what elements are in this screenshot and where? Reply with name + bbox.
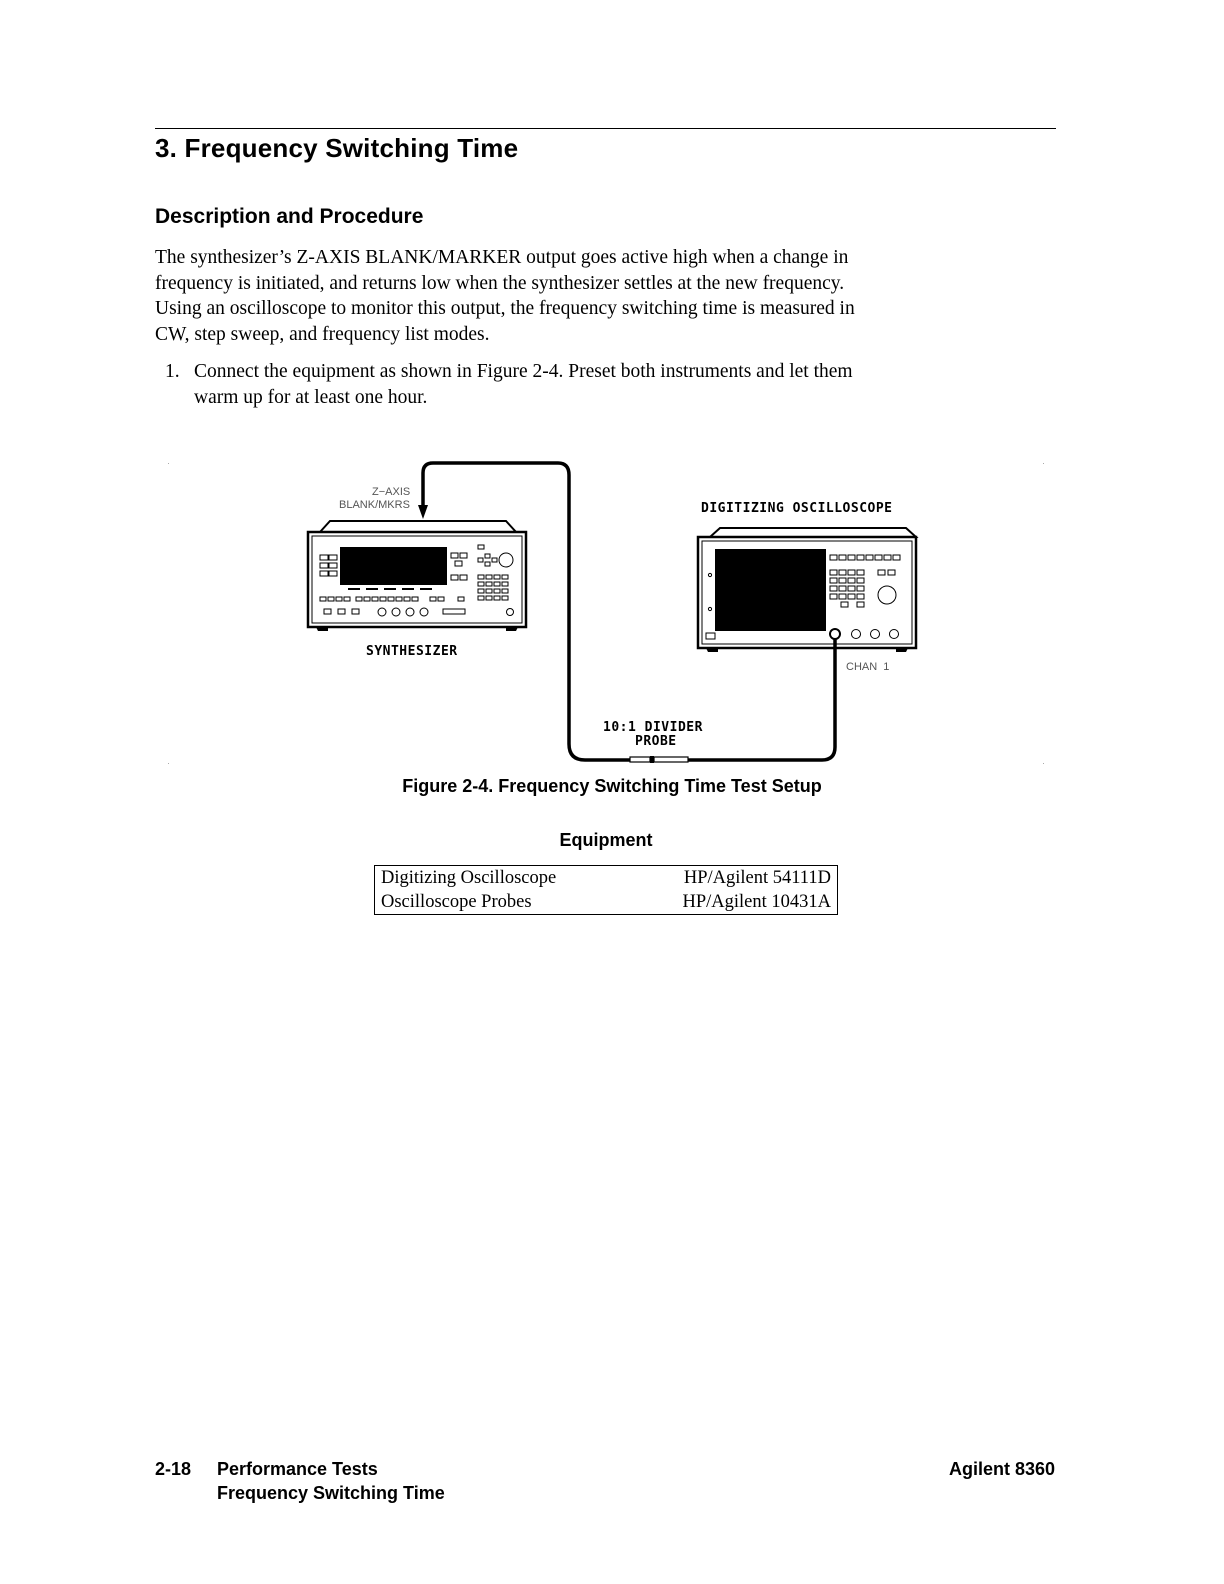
- equipment-model: HP/Agilent 54111D: [683, 868, 831, 888]
- intro-line: CW, step sweep, and frequency list modes.: [155, 323, 490, 345]
- footer-product: Agilent 8360: [948, 1459, 1055, 1479]
- equipment-table: [374, 865, 838, 915]
- equipment-heading: Equipment: [559, 830, 653, 850]
- table-row: [375, 890, 838, 915]
- chan-1-label: CHAN 1: [846, 661, 890, 673]
- probe-label-2: PROBE: [635, 734, 677, 749]
- equipment-item: Oscilloscope Probes: [381, 892, 532, 912]
- subsection-title: Description and Procedure: [155, 205, 424, 228]
- oscilloscope-instrument: [698, 528, 916, 652]
- figure-corner-mark: [1043, 763, 1044, 764]
- step-line: Connect the equipment as shown in Figure 2-4. Preset both instruments and let them: [194, 361, 853, 382]
- footer-section: Performance Tests: [217, 1459, 378, 1479]
- intro-line: frequency is initiated, and returns low when the synthesizer settles at the new frequency.: [155, 272, 845, 294]
- divider-probe: [630, 756, 688, 763]
- figure-corner-mark: [1043, 463, 1044, 464]
- intro-line: Using an oscilloscope to monitor this output, the frequency switching time is measured in: [155, 298, 855, 319]
- section-title: 3. Frequency Switching Time: [155, 133, 519, 163]
- figure-corner-mark: [168, 463, 169, 464]
- zaxis-label: Z−AXIS: [372, 486, 411, 498]
- zaxis-arrow: [418, 505, 428, 519]
- synthesizer-instrument: [308, 521, 526, 631]
- intro-paragraph: [155, 245, 1035, 347]
- oscilloscope-label: DIGITIZING OSCILLOSCOPE: [701, 501, 893, 516]
- figure-caption: Figure 2-4. Frequency Switching Time Test Setup: [402, 776, 822, 796]
- step-text: [194, 359, 1034, 410]
- header-rule: [155, 128, 1056, 129]
- figure-corner-mark: [168, 763, 169, 764]
- footer-subsection: Frequency Switching Time: [217, 1483, 445, 1503]
- step-line: warm up for at least one hour.: [194, 386, 428, 408]
- equipment-model: HP/Agilent 10431A: [682, 892, 831, 912]
- step-number: 1.: [165, 361, 180, 382]
- intro-line: The synthesizer’s Z-AXIS BLANK/MARKER output goes active high when a change in: [155, 247, 849, 268]
- probe-cable: [688, 639, 835, 760]
- footer-page-number: 2-18: [155, 1459, 192, 1479]
- probe-label: 10:1 DIVIDER: [603, 720, 703, 735]
- table-row: [375, 866, 838, 891]
- synthesizer-label: SYNTHESIZER: [366, 644, 458, 659]
- equipment-item: Digitizing Oscilloscope: [381, 868, 557, 888]
- blank-mkrs-label: BLANK/MKRS: [339, 499, 410, 511]
